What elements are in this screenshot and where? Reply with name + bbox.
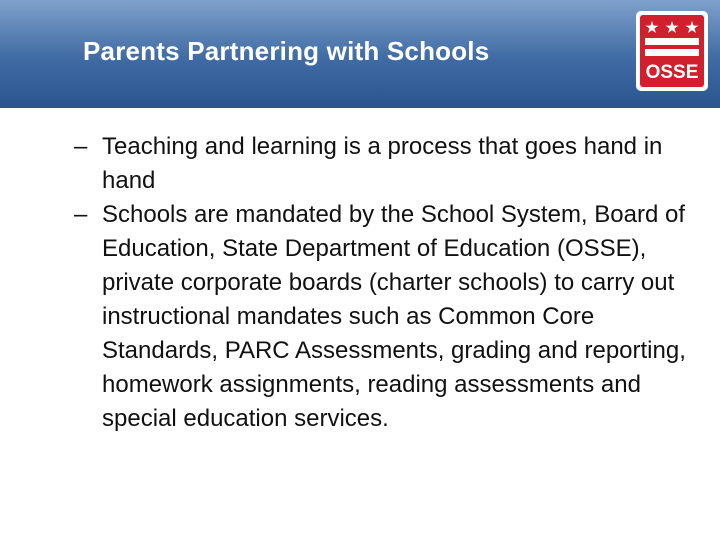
osse-logo-icon bbox=[636, 11, 708, 91]
title-bar bbox=[0, 0, 720, 108]
bullet-text: Schools are mandated by the School System, Board of Education, State Department of Education (OSSE), private corporate boards (charter schools) to carry out instructional mandates such as Common Core Standards, PARC Assessments, grading and reporting, homework assignments, reading assessments and special education services. bbox=[102, 201, 686, 432]
bullet-text: Teaching and learning is a process that goes hand in hand bbox=[102, 133, 663, 194]
slide-title: Parents Partnering with Schools bbox=[83, 36, 490, 66]
bullet-list bbox=[74, 130, 704, 436]
bullet-item bbox=[74, 198, 704, 436]
bullet-marker: – bbox=[74, 201, 88, 228]
bullet-item bbox=[74, 130, 704, 198]
logo-text: OSSE bbox=[645, 62, 699, 83]
bullet-marker: – bbox=[74, 133, 88, 160]
